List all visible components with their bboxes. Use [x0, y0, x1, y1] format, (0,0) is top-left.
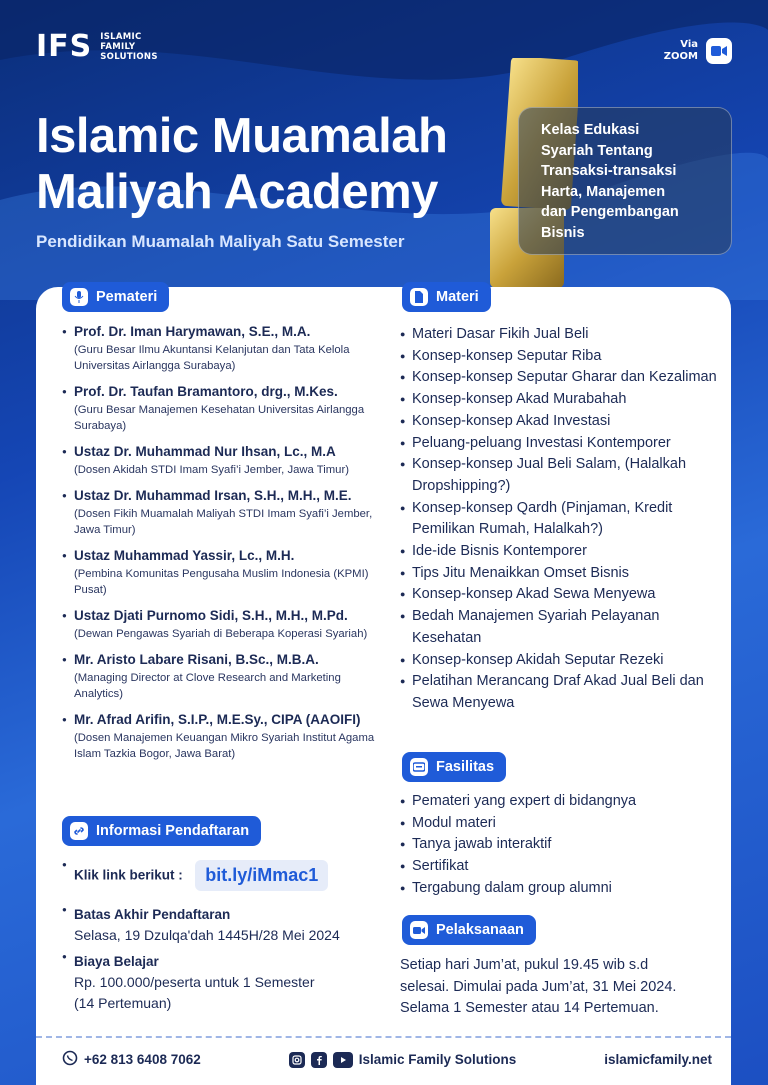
deadline-label: ● Batas Akhir Pendaftaran	[74, 907, 231, 922]
speaker-item	[62, 442, 392, 478]
fasilitas-list	[400, 791, 720, 900]
video-camera-icon	[410, 921, 428, 939]
whatsapp-icon	[62, 1050, 78, 1069]
pemateri-header	[62, 282, 169, 312]
facility-icon	[410, 758, 428, 776]
speaker-item	[62, 486, 392, 538]
speaker-name: ● Prof. Dr. Iman Harymawan, S.E., M.A.	[62, 322, 392, 342]
fee-value: (14 Pertemuan)	[74, 995, 172, 1011]
speaker-name: ● Ustaz Dr. Muhammad Nur Ihsan, Lc., M.A	[62, 442, 392, 462]
speaker-name: ● Mr. Afrad Arifin, S.I.P., M.E.Sy., CIPA (AAOIFI)	[62, 710, 392, 730]
speaker-item	[62, 606, 392, 642]
page-subtitle: Pendidikan Muamalah Maliyah Satu Semester	[36, 232, 405, 251]
materi-item: ● Konsep-konsep Seputar Gharar dan Kezaliman	[400, 367, 720, 389]
website-url: islamicfamily.net	[604, 1052, 712, 1067]
social-accounts[interactable]	[289, 1052, 517, 1068]
materi-item: ● Konsep-konsep Akad Sewa Menyewa	[400, 584, 720, 606]
pelaksanaan-text	[400, 955, 710, 1020]
speaker-desc: (Dosen Fikih Muamalah Maliyah STDI Imam Syafi’i Jember, Jawa Timur)	[74, 508, 373, 536]
edu-line: Transaksi-transaksi	[541, 163, 677, 179]
link-icon	[70, 822, 88, 840]
logo-mark: IFS	[36, 29, 93, 64]
speaker-item	[62, 322, 392, 374]
speaker-name: ● Mr. Aristo Labare Risani, B.Sc., M.B.A.	[62, 650, 392, 670]
via-label: Via	[680, 39, 698, 50]
materi-item: ● Konsep-konsep Jual Beli Salam, (Halalkah Dropshipping?)	[400, 454, 720, 497]
pelaksanaan-label: Pelaksanaan	[436, 922, 524, 938]
materi-item: ● Materi Dasar Fikih Jual Beli	[400, 324, 720, 346]
link-row	[62, 860, 382, 891]
speaker-item	[62, 710, 392, 762]
materi-item: ● Konsep-konsep Qardh (Pinjaman, Kredit Pemilikan Rumah, Halalkah?)	[400, 498, 720, 541]
page-title	[36, 108, 447, 220]
footer-divider	[36, 1036, 731, 1038]
fasilitas-item: ● Tergabung dalam group alumni	[400, 878, 720, 900]
fasilitas-item: ● Modul materi	[400, 813, 720, 835]
speaker-list	[62, 322, 392, 770]
logo-text	[100, 32, 158, 62]
materi-item: ● Bedah Manajemen Syariah Pelayanan Kesehatan	[400, 606, 720, 649]
pelaksanaan-header	[402, 915, 536, 945]
logo-line: ISLAMIC	[100, 32, 142, 42]
phone-number: +62 813 6408 7062	[84, 1052, 201, 1067]
pelaksanaan-line: Setiap hari Jum’at, pukul 19.45 wib s.d	[400, 957, 649, 973]
speaker-item	[62, 382, 392, 434]
via-platform: ZOOM	[663, 51, 698, 62]
social-name: Islamic Family Solutions	[358, 1052, 517, 1067]
edu-line: dan Pengembangan	[541, 204, 679, 220]
fasilitas-item: ● Pemateri yang expert di bidangnya	[400, 791, 720, 813]
speaker-name: ● Ustaz Muhammad Yassir, Lc., M.H.	[62, 546, 392, 566]
fee-value: Rp. 100.000/peserta untuk 1 Semester	[74, 974, 315, 990]
edu-description-box	[518, 107, 732, 255]
fasilitas-item: ● Sertifikat	[400, 856, 720, 878]
speaker-desc: (Dosen Akidah STDI Imam Syafi’i Jember, Jawa Timur)	[74, 464, 349, 476]
link-label: Klik link berikut :	[74, 867, 183, 883]
document-icon	[410, 288, 428, 306]
fasilitas-header	[402, 752, 506, 782]
pemateri-label: Pemateri	[96, 289, 158, 305]
speaker-item	[62, 546, 392, 598]
informasi-header	[62, 816, 261, 846]
microphone-icon	[70, 288, 88, 306]
fee-row	[62, 952, 382, 1014]
pelaksanaan-line: Selama 1 Semester atau 14 Pertemuan.	[400, 1000, 659, 1016]
footer	[62, 1050, 712, 1069]
speaker-name: ● Ustaz Dr. Muhammad Irsan, S.H., M.H., M.E.	[62, 486, 392, 506]
fee-label: ● Biaya Belajar	[74, 954, 159, 969]
fasilitas-label: Fasilitas	[436, 759, 495, 775]
phone-contact[interactable]	[62, 1050, 201, 1069]
speaker-name: ● Prof. Dr. Taufan Bramantoro, drg., M.Kes.	[62, 382, 392, 402]
via-zoom	[664, 38, 732, 64]
ifs-logo	[36, 29, 158, 64]
materi-list	[400, 324, 720, 715]
title-line: Islamic Muamalah	[36, 109, 448, 163]
speaker-item	[62, 650, 392, 702]
materi-item: ● Konsep-konsep Akidah Seputar Rezeki	[400, 650, 720, 672]
website-link[interactable]	[604, 1052, 712, 1067]
speaker-desc: (Guru Besar Manajemen Kesehatan Universitas Airlangga Surabaya)	[74, 404, 365, 432]
edu-line: Syariah Tentang	[541, 142, 653, 159]
speaker-desc: (Guru Besar Ilmu Akuntansi Kelanjutan dan Tata Kelola Universitas Airlangga Surabaya)	[74, 344, 350, 372]
speaker-desc: (Managing Director at Clove Research and Marketing Analytics)	[74, 672, 341, 700]
materi-label: Materi	[436, 289, 479, 305]
materi-header	[402, 282, 491, 312]
materi-item: ● Konsep-konsep Akad Investasi	[400, 411, 720, 433]
speaker-name: ● Ustaz Djati Purnomo Sidi, S.H., M.H., M.Pd.	[62, 606, 392, 626]
speaker-desc: (Pembina Komunitas Pengusaha Muslim Indonesia (KPMI) Pusat)	[74, 568, 369, 596]
fasilitas-item: ● Tanya jawab interaktif	[400, 834, 720, 856]
materi-item: ● Tips Jitu Menaikkan Omset Bisnis	[400, 563, 720, 585]
materi-item: ● Peluang-peluang Investasi Kontemporer	[400, 433, 720, 455]
edu-line: Harta, Manajemen	[541, 183, 666, 200]
deadline-row	[62, 905, 382, 946]
edu-line: Kelas Edukasi	[541, 122, 640, 138]
materi-item: ● Konsep-konsep Seputar Riba	[400, 346, 720, 368]
instagram-icon[interactable]	[289, 1052, 305, 1068]
pelaksanaan-line: selesai. Dimulai pada Jum’at, 31 Mei 2024.	[400, 978, 677, 995]
deadline-value: Selasa, 19 Dzulqa'dah 1445H/28 Mei 2024	[74, 927, 340, 943]
youtube-icon[interactable]	[333, 1052, 353, 1068]
registration-link[interactable]: bit.ly/iMmac1	[195, 860, 328, 891]
edu-line: Bisnis	[541, 224, 585, 241]
logo-line: FAMILY	[100, 42, 136, 52]
speaker-desc: (Dewan Pengawas Syariah di Beberapa Koperasi Syariah)	[74, 628, 368, 640]
materi-item: ● Konsep-konsep Akad Murabahah	[400, 389, 720, 411]
materi-item: ● Pelatihan Merancang Draf Akad Jual Beli dan Sewa Menyewa	[400, 671, 720, 714]
registration-info	[62, 860, 382, 1014]
title-line: Maliyah Academy	[36, 165, 438, 219]
facebook-icon[interactable]	[311, 1052, 327, 1068]
via-text	[664, 39, 698, 63]
logo-line: SOLUTIONS	[100, 52, 158, 62]
materi-item: ● Ide-ide Bisnis Kontemporer	[400, 541, 720, 563]
speaker-desc: (Dosen Manajemen Keuangan Mikro Syariah Institut Agama Islam Tazkia Bogor, Jawa Barat)	[74, 732, 375, 760]
zoom-camera-icon	[706, 38, 732, 64]
informasi-label: Informasi Pendaftaran	[96, 823, 250, 839]
